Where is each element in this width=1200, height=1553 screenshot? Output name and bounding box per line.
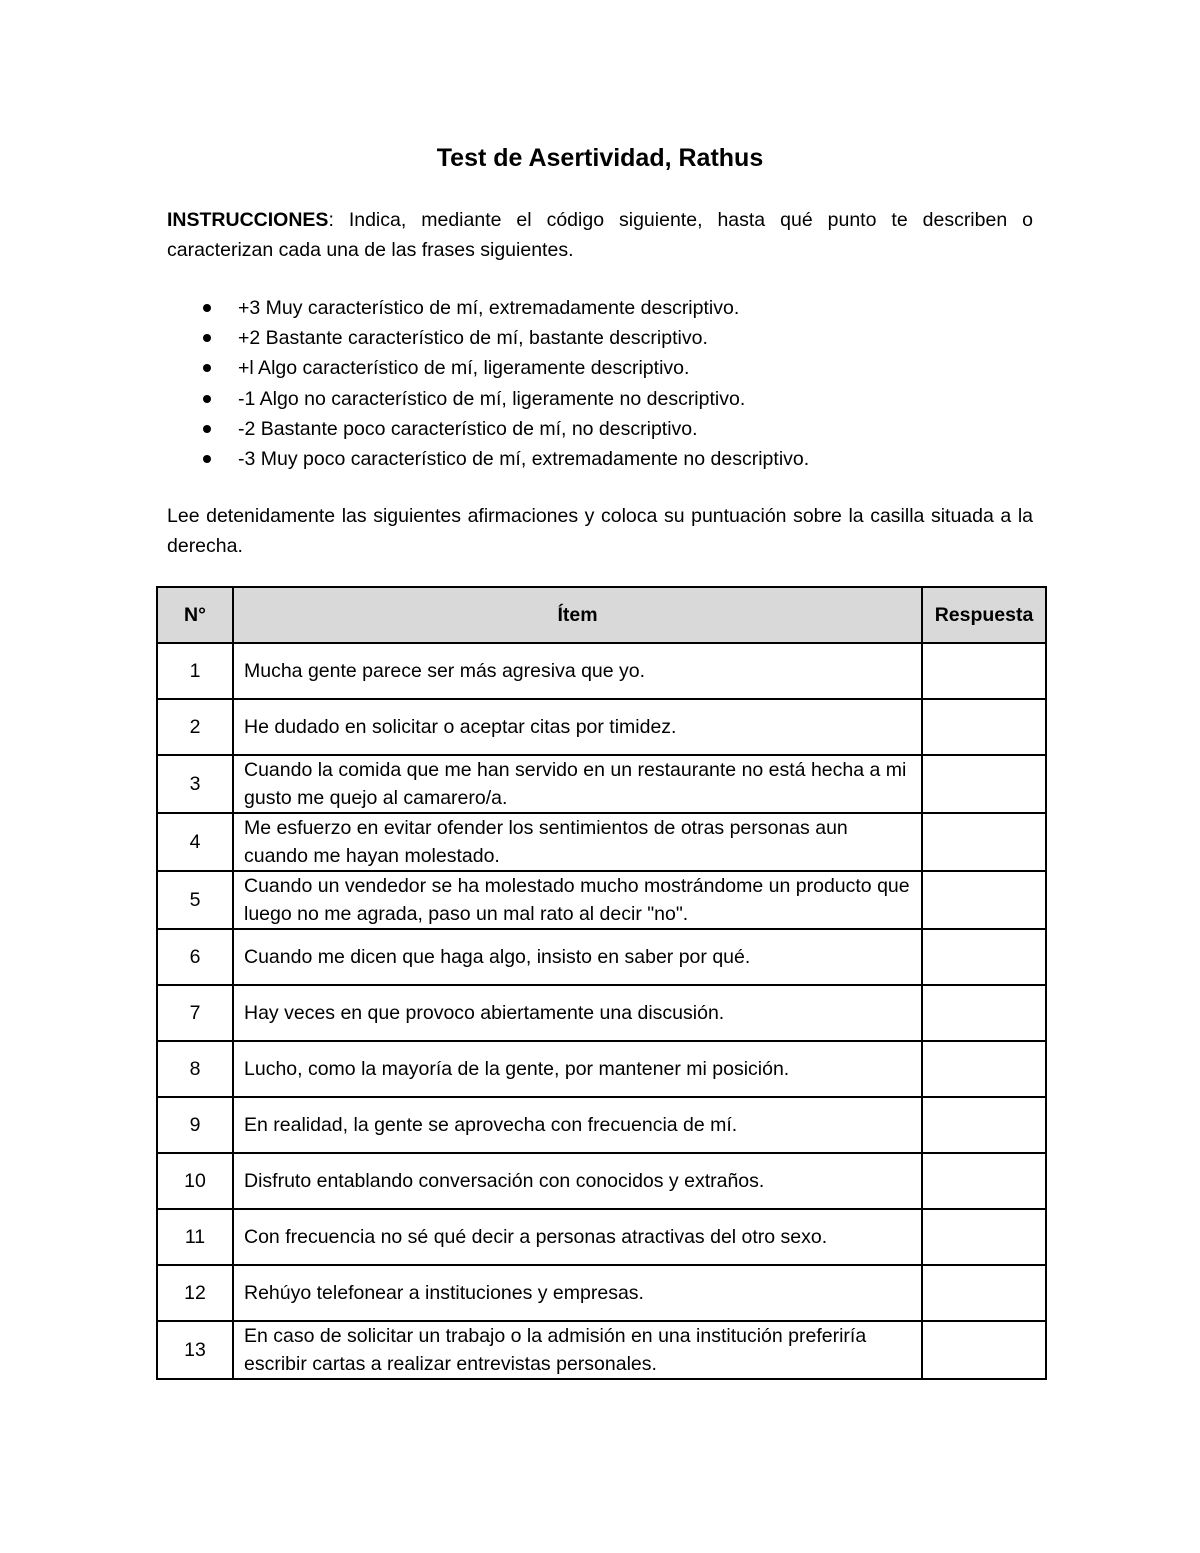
row-number: 4 <box>157 813 233 871</box>
table-row <box>157 929 1046 985</box>
code-text: -1 Algo no característico de mí, ligeramente no descriptivo. <box>238 387 746 410</box>
reading-instructions: Lee detenidamente las siguientes afirmaciones y coloca su puntuación sobre la casilla situada a la derecha. <box>167 505 1033 557</box>
answer-cell[interactable] <box>922 1321 1046 1379</box>
row-item-text: Mucha gente parece ser más agresiva que yo. <box>233 643 922 699</box>
bullet-icon <box>203 455 211 463</box>
row-item-text: En caso de solicitar un trabajo o la admisión en una institución preferiría escribir cartas a realizar entrevistas personales. <box>233 1321 922 1379</box>
row-number: 9 <box>157 1097 233 1153</box>
code-text: +2 Bastante característico de mí, bastante descriptivo. <box>238 327 708 350</box>
table-row <box>157 643 1046 699</box>
list-item <box>167 293 1033 323</box>
row-item-text: He dudado en solicitar o aceptar citas por timidez. <box>233 699 922 755</box>
answer-cell[interactable] <box>922 985 1046 1041</box>
table-row <box>157 813 1046 871</box>
row-item-text: Lucho, como la mayoría de la gente, por mantener mi posición. <box>233 1041 922 1097</box>
row-number: 11 <box>157 1209 233 1265</box>
code-text: +3 Muy característico de mí, extremadamente descriptivo. <box>238 297 740 319</box>
table-row <box>157 1041 1046 1097</box>
row-number: 13 <box>157 1321 233 1379</box>
code-text: -3 Muy poco característico de mí, extremadamente no descriptivo. <box>238 447 810 470</box>
row-item-text: Cuando la comida que me han servido en un restaurante no está hecha a mi gusto me quejo al camarero/a. <box>233 755 922 813</box>
answer-cell[interactable] <box>922 643 1046 699</box>
row-number: 7 <box>157 985 233 1041</box>
row-number: 10 <box>157 1153 233 1209</box>
table-row <box>157 1209 1046 1265</box>
answer-cell[interactable] <box>922 1041 1046 1097</box>
row-number: 2 <box>157 699 233 755</box>
table-header-row <box>157 587 1046 643</box>
answer-cell[interactable] <box>922 929 1046 985</box>
row-number: 3 <box>157 755 233 813</box>
row-number: 8 <box>157 1041 233 1097</box>
code-text: -2 Bastante poco característico de mí, no descriptivo. <box>238 417 698 440</box>
document-title: Test de Asertividad, Rathus <box>436 144 764 172</box>
scoring-code-list <box>167 293 1033 474</box>
answer-cell[interactable] <box>922 699 1046 755</box>
answer-cell[interactable] <box>922 1209 1046 1265</box>
row-item-text: Cuando me dicen que haga algo, insisto en saber por qué. <box>233 929 922 985</box>
instructions-label: INSTRUCCIONES <box>167 209 329 231</box>
list-item <box>167 414 1033 444</box>
bullet-icon <box>203 395 211 403</box>
list-item <box>167 444 1033 474</box>
table-row <box>157 985 1046 1041</box>
row-item-text: Cuando un vendedor se ha molestado mucho mostrándome un producto que luego no me agrada, paso un mal rato al decir "no". <box>233 871 922 929</box>
bullet-icon <box>203 364 211 372</box>
answer-cell[interactable] <box>922 1153 1046 1209</box>
row-item-text: Me esfuerzo en evitar ofender los sentimientos de otras personas aun cuando me hayan molestado. <box>233 813 922 871</box>
table-row <box>157 1265 1046 1321</box>
table-row <box>157 1321 1046 1379</box>
answer-cell[interactable] <box>922 813 1046 871</box>
bullet-icon <box>203 334 211 342</box>
instructions-paragraph <box>167 205 1033 265</box>
table-row <box>157 699 1046 755</box>
list-item <box>167 323 1033 353</box>
row-item-text: Hay veces en que provoco abiertamente una discusión. <box>233 985 922 1041</box>
row-number: 6 <box>157 929 233 985</box>
header-answer: Respuesta <box>922 587 1046 643</box>
row-item-text: Disfruto entablando conversación con conocidos y extraños. <box>233 1153 922 1209</box>
row-number: 5 <box>157 871 233 929</box>
answer-cell[interactable] <box>922 1097 1046 1153</box>
bullet-icon <box>203 425 211 433</box>
instructions-text: : Indica, mediante el código siguiente, hasta qué punto te describen o caracterizan cada una de las frases siguientes. <box>167 209 1033 261</box>
table-row <box>157 1097 1046 1153</box>
list-item <box>167 384 1033 414</box>
code-text: +l Algo característico de mí, ligeramente descriptivo. <box>238 357 690 380</box>
header-number: N° <box>157 587 233 643</box>
row-item-text: Rehúyo telefonear a instituciones y empresas. <box>233 1265 922 1321</box>
answer-cell[interactable] <box>922 871 1046 929</box>
table-row <box>157 871 1046 929</box>
assertiveness-table <box>156 586 1047 1380</box>
row-number: 12 <box>157 1265 233 1321</box>
table-row <box>157 1153 1046 1209</box>
bullet-icon <box>203 304 211 312</box>
row-item-text: Con frecuencia no sé qué decir a personas atractivas del otro sexo. <box>233 1209 922 1265</box>
row-number: 1 <box>157 643 233 699</box>
table-row <box>157 755 1046 813</box>
list-item <box>167 353 1033 383</box>
row-item-text: En realidad, la gente se aprovecha con frecuencia de mí. <box>233 1097 922 1153</box>
answer-cell[interactable] <box>922 1265 1046 1321</box>
header-item: Ítem <box>233 587 922 643</box>
answer-cell[interactable] <box>922 755 1046 813</box>
